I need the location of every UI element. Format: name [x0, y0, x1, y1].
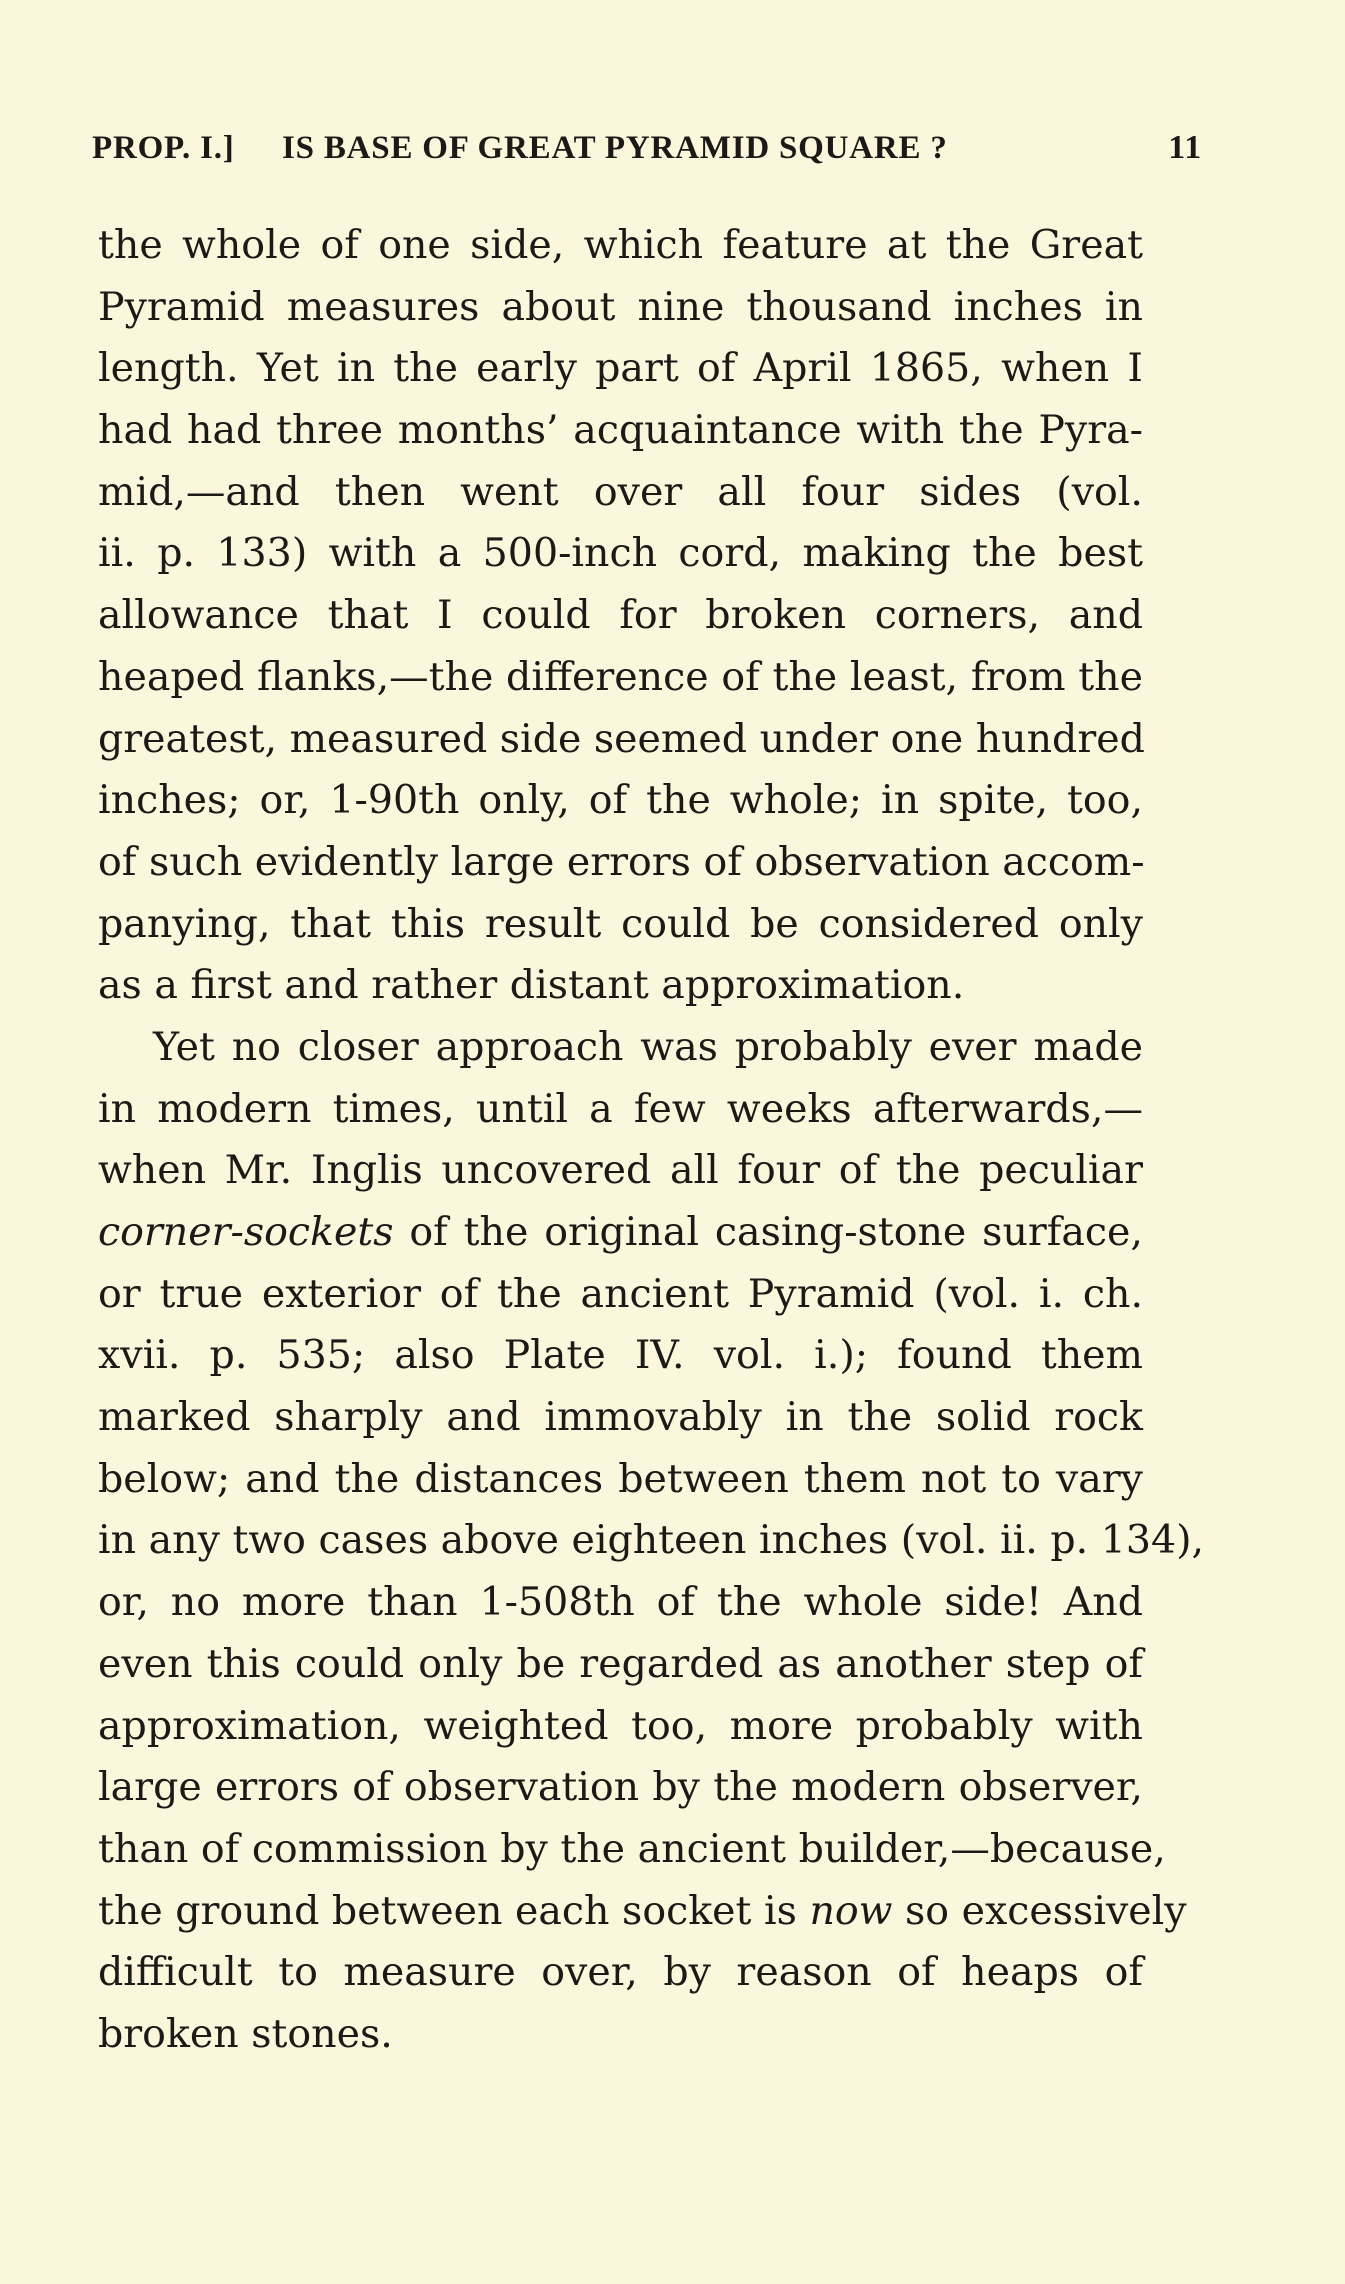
- text-line: heaped flanks,—the difference of the least, from the: [98, 653, 1143, 700]
- paragraph-2: [98, 1017, 1205, 2066]
- running-header: [92, 118, 1202, 178]
- text-fragment: the ground between each socket is: [98, 1887, 810, 1934]
- text-line: xvii. p. 535; also Plate IV. vol. i.); found them: [98, 1332, 1143, 1379]
- italic-term: now: [809, 1887, 893, 1934]
- text-line: [98, 1881, 1187, 1943]
- text-line: than of commission by the ancient builder,—because,: [98, 1825, 1166, 1872]
- text-line: Pyramid measures about nine thousand inches in: [98, 283, 1143, 330]
- text-line: or, no more than 1-508th of the whole side! And: [98, 1579, 1143, 1626]
- text-line: large errors of observation by the modern observer,: [98, 1764, 1143, 1811]
- text-line: as a first and rather distant approximation.: [98, 962, 965, 1009]
- text-line: when Mr. Inglis uncovered all four of the peculiar: [98, 1147, 1143, 1194]
- text-line: panying, that this result could be considered only: [98, 900, 1143, 947]
- text-line: inches; or, 1-90th only, of the whole; in spite, too,: [98, 777, 1143, 824]
- text-line: greatest, measured side seemed under one hundred: [98, 715, 1145, 762]
- text-line: even this could only be regarded as another step of: [98, 1640, 1143, 1687]
- text-line: difficult to measure over, by reason of heaps of: [98, 1949, 1143, 1996]
- body-text: [98, 215, 1205, 2066]
- text-line: ii. p. 133) with a 500-inch cord, making the best: [98, 530, 1143, 577]
- text-line: in any two cases above eighteen inches (vol. ii. p. 134),: [98, 1517, 1205, 1564]
- proposition-reference: PROP. I.]: [92, 130, 235, 166]
- text-line: the whole of one side, which feature at the Great: [98, 222, 1143, 268]
- text-line: marked sharply and immovably in the solid rock: [98, 1394, 1143, 1441]
- page-number: 11: [1168, 129, 1202, 166]
- text-line: had had three months’ acquaintance with the Pyra-: [98, 407, 1143, 454]
- text-line: [98, 1202, 1143, 1264]
- text-line: in modern times, until a few weeks afterwards,—: [98, 1085, 1143, 1132]
- text-line: or true exterior of the ancient Pyramid (vol. i. ch.: [98, 1270, 1143, 1317]
- text-line: mid,—and then went over all four sides (vol.: [98, 468, 1143, 515]
- italic-term: corner-sockets: [98, 1209, 394, 1255]
- text-line: Yet no closer approach was probably ever made: [153, 1023, 1143, 1070]
- paragraph-1: [98, 215, 1143, 1017]
- text-line: of such evidently large errors of observation accom-: [98, 838, 1145, 885]
- text-line: allowance that I could for broken corners, and: [98, 592, 1143, 639]
- text-line: below; and the distances between them not to vary: [98, 1455, 1143, 1502]
- text-line: length. Yet in the early part of April 1865, when I: [98, 345, 1143, 392]
- text-line: broken stones.: [98, 2010, 393, 2057]
- running-title: IS BASE OF GREAT PYRAMID SQUARE ?: [282, 130, 948, 166]
- text-fragment: of the original casing-stone surface,: [393, 1209, 1143, 1255]
- text-line: approximation, weighted too, more probably with: [98, 1702, 1143, 1749]
- text-fragment: so excessively: [892, 1887, 1187, 1934]
